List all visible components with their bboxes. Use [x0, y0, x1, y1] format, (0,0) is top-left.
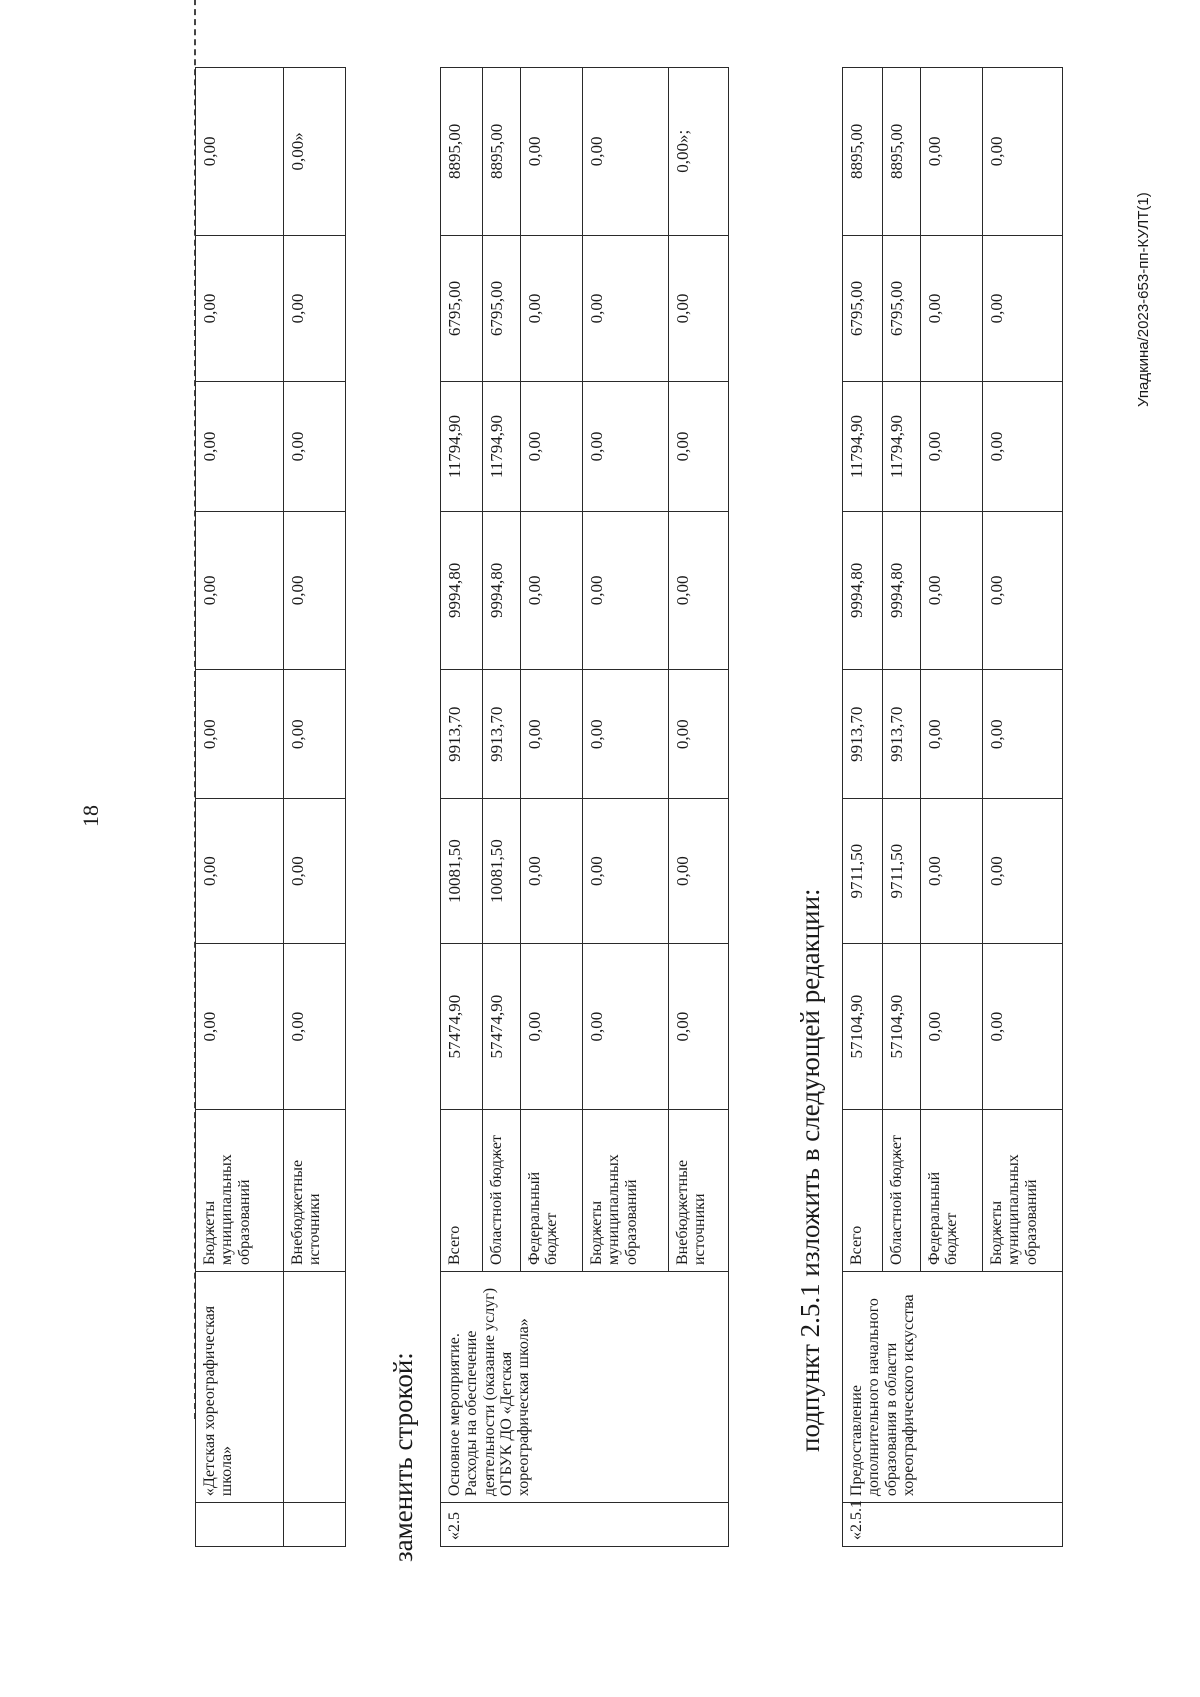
row-source: Всего	[441, 1110, 483, 1272]
value-cell: 0,00	[983, 943, 1063, 1109]
row-name: Предоставление дополнительного начального образования в области хореографического искусства	[843, 1272, 1063, 1503]
value-cell: 0,00	[583, 799, 669, 943]
value-cell: 9913,70	[483, 670, 521, 799]
value-cell: 11794,90	[441, 382, 483, 511]
value-cell: 57474,90	[483, 943, 521, 1109]
value-cell: 9711,50	[883, 799, 921, 943]
value-cell: 0,00	[521, 511, 583, 669]
row-source: Внебюджетные источники	[284, 1110, 346, 1272]
caption-subitem-2-5-1: подпункт 2.5.1 изложить в следующей редакции:	[795, 888, 825, 1452]
value-cell: 0,00	[983, 511, 1063, 669]
value-cell: 0,00	[284, 799, 346, 943]
table-row	[441, 68, 483, 1547]
table-continuation	[195, 67, 346, 1547]
value-cell: 0,00	[284, 511, 346, 669]
value-cell: 0,00	[921, 799, 983, 943]
row-code: «2.5.1	[843, 1503, 1063, 1547]
value-cell: 0,00	[284, 235, 346, 382]
table-replacement-2-5	[440, 67, 729, 1547]
value-cell: 0,00	[921, 382, 983, 511]
row-name	[284, 1272, 346, 1503]
value-cell: 9711,50	[843, 799, 883, 943]
value-cell: 0,00	[284, 670, 346, 799]
value-cell: 0,00	[521, 382, 583, 511]
table-redaction-2-5-1	[842, 67, 1063, 1547]
row-code	[196, 1503, 284, 1547]
row-source: Федеральный бюджет	[921, 1110, 983, 1272]
value-cell: 8895,00	[843, 68, 883, 236]
row-source: Всего	[843, 1110, 883, 1272]
value-cell: 6795,00	[883, 235, 921, 382]
value-cell: 0,00	[983, 670, 1063, 799]
row-source: Бюджеты муниципальных образований	[983, 1110, 1063, 1272]
value-cell: 0,00	[669, 511, 729, 669]
value-cell: 0,00	[921, 943, 983, 1109]
value-cell: 57104,90	[883, 943, 921, 1109]
value-cell: 0,00	[521, 235, 583, 382]
row-name: Основное мероприятие. Расходы на обеспечение деятельности (оказание услуг) ОГБУК ДО «Детская хореографическая школа»	[441, 1272, 729, 1503]
value-cell: 0,00	[669, 943, 729, 1109]
value-cell: 9913,70	[843, 670, 883, 799]
document-footer-code: Упадкина/2023-653-пп-КУЛТ(1)	[1135, 192, 1152, 407]
value-cell: 0,00	[521, 943, 583, 1109]
value-cell: 0,00	[669, 235, 729, 382]
value-cell: 0,00	[196, 68, 284, 236]
value-cell: 9994,80	[883, 511, 921, 669]
value-cell: 0,00»;	[669, 68, 729, 236]
table-row	[843, 68, 883, 1547]
value-cell: 11794,90	[483, 382, 521, 511]
value-cell: 0,00	[983, 799, 1063, 943]
value-cell: 0,00	[983, 235, 1063, 382]
row-source: Федеральный бюджет	[521, 1110, 583, 1272]
value-cell: 57104,90	[843, 943, 883, 1109]
value-cell: 6795,00	[843, 235, 883, 382]
row-source: Областной бюджет	[483, 1110, 521, 1272]
value-cell: 8895,00	[483, 68, 521, 236]
value-cell: 0,00	[284, 382, 346, 511]
value-cell: 0,00	[583, 382, 669, 511]
value-cell: 8895,00	[441, 68, 483, 236]
value-cell: 0,00	[921, 511, 983, 669]
value-cell: 11794,90	[843, 382, 883, 511]
value-cell: 0,00	[669, 382, 729, 511]
value-cell: 0,00	[983, 68, 1063, 236]
value-cell: 0,00	[196, 511, 284, 669]
value-cell: 0,00	[196, 670, 284, 799]
value-cell: 0,00	[921, 670, 983, 799]
row-code	[284, 1503, 346, 1547]
value-cell: 0,00	[521, 799, 583, 943]
value-cell: 10081,50	[441, 799, 483, 943]
value-cell: 0,00	[284, 943, 346, 1109]
value-cell: 0,00	[583, 68, 669, 236]
value-cell: 9994,80	[483, 511, 521, 669]
row-code: «2.5	[441, 1503, 729, 1547]
value-cell: 0,00	[669, 670, 729, 799]
value-cell: 0,00»	[284, 68, 346, 236]
value-cell: 0,00	[196, 382, 284, 511]
page-number: 18	[78, 805, 103, 827]
value-cell: 10081,50	[483, 799, 521, 943]
value-cell: 0,00	[983, 382, 1063, 511]
row-source: Внебюджетные источники	[669, 1110, 729, 1272]
value-cell: 11794,90	[883, 382, 921, 511]
value-cell: 0,00	[921, 68, 983, 236]
value-cell: 0,00	[196, 799, 284, 943]
row-source: Бюджеты муниципальных образований	[196, 1110, 284, 1272]
value-cell: 9994,80	[843, 511, 883, 669]
table-row	[284, 68, 346, 1547]
table-row	[196, 68, 284, 1547]
value-cell: 0,00	[921, 235, 983, 382]
value-cell: 0,00	[583, 235, 669, 382]
value-cell: 8895,00	[883, 68, 921, 236]
value-cell: 6795,00	[483, 235, 521, 382]
value-cell: 9913,70	[883, 670, 921, 799]
caption-replace-with-row: заменить строкой:	[388, 1352, 418, 1562]
value-cell: 57474,90	[441, 943, 483, 1109]
value-cell: 9994,80	[441, 511, 483, 669]
value-cell: 0,00	[583, 943, 669, 1109]
value-cell: 0,00	[669, 799, 729, 943]
row-source: Бюджеты муниципальных образований	[583, 1110, 669, 1272]
value-cell: 0,00	[196, 943, 284, 1109]
value-cell: 9913,70	[441, 670, 483, 799]
row-source: Областной бюджет	[883, 1110, 921, 1272]
row-name: «Детская хореографическая школа»	[196, 1272, 284, 1503]
value-cell: 0,00	[521, 670, 583, 799]
value-cell: 0,00	[196, 235, 284, 382]
value-cell: 0,00	[521, 68, 583, 236]
value-cell: 0,00	[583, 670, 669, 799]
value-cell: 0,00	[583, 511, 669, 669]
value-cell: 6795,00	[441, 235, 483, 382]
